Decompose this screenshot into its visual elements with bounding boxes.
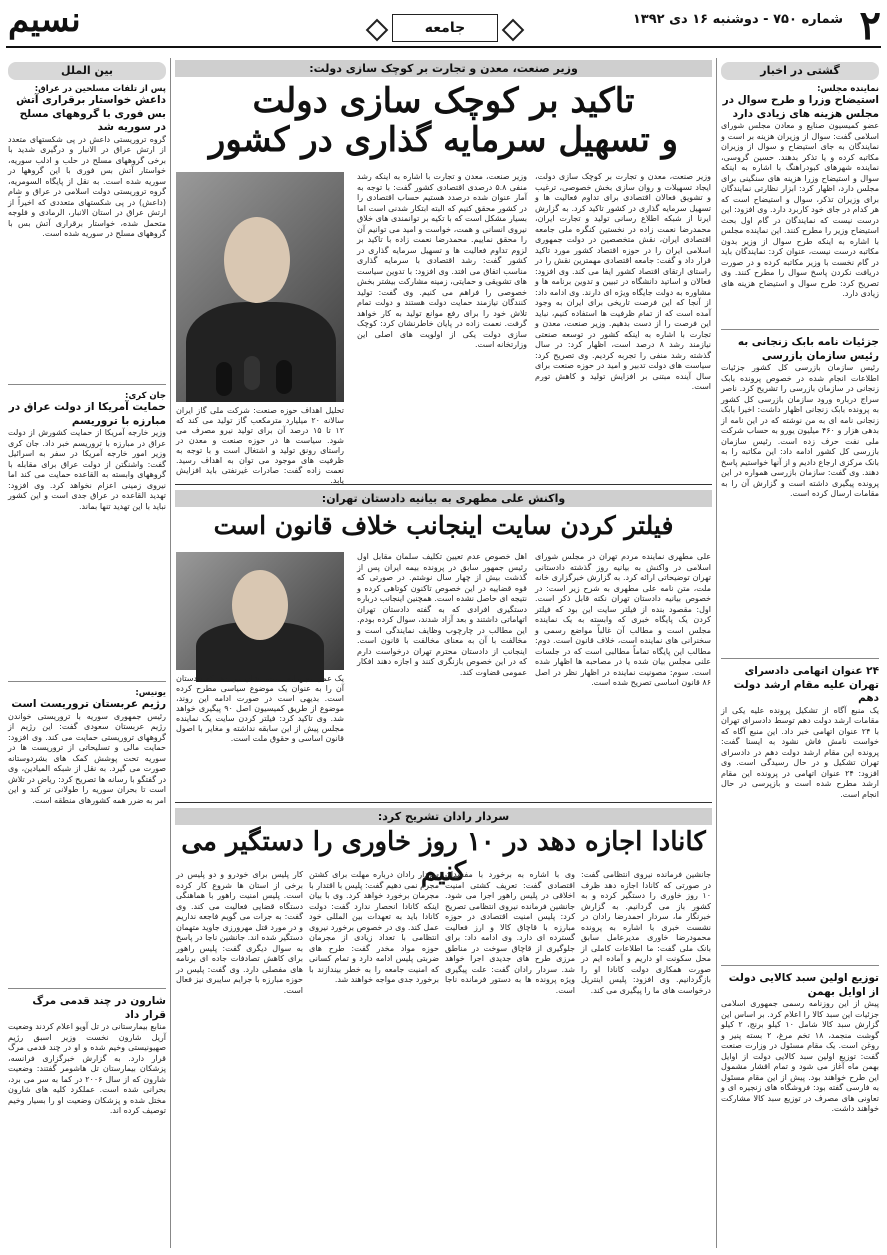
news-title: جزئیات نامه بابک زنجانی به رئیس سازمان بازرسی: [737, 336, 879, 362]
news-item: [721, 665, 879, 965]
second-story-column: علی مطهری نماینده مردم تهران در مجلس شورای اسلامی در واکنش به بیانیه روز گذشته دادستانی تهران توضیحاتی ارائه کرد. به گزارش خبرگزاری خانه ملت، متن نامه علی مطهری به شرح زیر است: در خصوص بیانیه دادستان تهران نکته قابل ذکر است. اول: مقصود بنده از فیلتر سایت این بود که فیلتر کردن یک پایگاه خبری که وابسته به یک نماینده مجلس است و مطالب آن غالباً مواضع رسمی و سخنرانی های نماینده است، خلاف قانون است. دوم: مطالب این پایگاه تماماً مطالبی است که در جلسات علنی مجلس بیان شده یا در مصاحبه ها اظهار شده است. سوم: مصونیت نماینده در اظهار نظر در اصل ۸۶ قانون اساسی تصریح شده است.: [535, 552, 711, 687]
second-story-title: فیلتر کردن سایت اینجانب خلاف قانون است: [213, 511, 674, 540]
news-body: منابع بیمارستانی در تل آویو اعلام کردند وضعیت آریل شارون نخست وزیر اسبق رژیم صهیونیستی وخیم شده و او در چند قدمی مرگ قرار دارد. به گزارش خبرگزاری فرانسه، پزشکان بیمارستان تل هاشومر گفتند: وضعیت شارون که از سال ۲۰۰۶ در کما به سر می برد، بحرانی شده است. عملکرد کلیه های شارون مختل شده و پزشکان وضعیت او را بسیار وخیم توصیف کرده اند.: [8, 1022, 166, 1116]
news-body: یک منبع آگاه از تشکیل پرونده علیه یکی از مقامات ارشد دولت دهم توسط دادسرای تهران با ۲۴ عنوان اتهامی خبر داد. این منبع آگاه که خواست نامش فاش نشود به ایسنا گفت: پرونده این مقام ارشد دولت دهم در دادسرای تهران تشکیل و در حال رسیدگی است. وی افزود: ۲۴ عنوان اتهامی در پرونده این مقام ارشد مطرح شده است و بازپرسی در حال انجام است.: [721, 705, 880, 799]
main-story-column: وزیر صنعت، معدن و تجارت بر کوچک سازی دولت، ایجاد تسهیلات و روان سازی بخش خصوصی، ترغیب و تشویق فعالان اقتصادی برای تداوم فعالیت ها و تسهیل سرمایه گذاری در کشور تاکید کرد. به گزارش ایرنا از شبکه اطلاع رسانی تولید و تجارت ایران، محمدرضا نعمت زاده در نخستین کنگره ملی جامعه اقتصادی ایران، نقش متخصصین در دولت جمهوری اسلامی ایران را در حوزه اقتصاد کشور مورد تاکید قرار داد و گفت: جامعه اقتصادی مهمترین نقش را در راستای ارتقای اقتصاد کشور ایفا می کند. وی افزود: فعالان و اساتید دانشگاه در تبیین و تدوین برنامه ها و مشاوره به دولت جایگاه ویژه ای دارند. وی ادامه داد: از آنجا که این فرصت تاریخی برای ایران به وجود آمده است که از تمام ظرفیت ها استفاده کنیم، نباید این فرصت را از دست بدهیم. وزیر صنعت، معدن و تجارت با اشاره به اینکه کشور در توسعه صنعتی نیازمند رشد ۸ درصد است، اظهار کرد: در سال گذشته رشد منفی را تجربه کردیم. وی تصریح کرد: سیاست های دولت تدبیر و امید در حوزه صنعت برای سال آینده مبتنی بر افزایش تولید و کاهش تورم است.: [535, 172, 711, 391]
column-rule: [716, 58, 717, 1248]
divider: [721, 965, 879, 966]
right-column-heading: گشتی در اخبار: [721, 62, 879, 80]
news-body: عضو کمیسیون صنایع و معادن مجلس شورای اسلامی گفت: سوال از وزیران هزینه بر است و نمایندگان به جای استیضاح و سوال از وزیران مکاتبه کرده و یا تذکر بدهند. حسین گروسی، نماینده شهرهای کبودراهنگ با اشاره به اینکه سوال و استیضاح وزرا هزینه های سنگینی برای مجلس دارد، اظهار کرد: ابزار نظارتی نمایندگان برای وزیران تذکر، سوال و استیضاح است که هر کدام در جای خود کاربرد دارد. وی افزود: این درست نیست که نمایندگان در گام اول بحث استیضاح وزیر را مطرح کنند. این نماینده مجلس با اشاره به اینکه طرح سوال از وزیر بدون مکاتبه درست نیست، عنوان کرد: نمایندگان باید در گام نخست با وزیر مکاتبه کرده و در صورت دریافت نکردن پاسخ سوال را مطرح کنند. وی تصریح کرد: طرح سوال و استیضاح هزینه های زیادی دارد.: [721, 121, 879, 299]
news-source: پس از تلفات مسلحین در عراق:: [34, 84, 166, 94]
main-story-column: وزیر صنعت، معدن و تجارت با اشاره به اینکه رشد منفی ۵.۸ درصدی اقتصادی کشور گفت: با توجه به آمار عنوان شده درصدد هستیم حساب اقتصادی را در کشور محقق کنیم که البته ابتکار شدنی است اما بسیار مشکل است که با تکیه بر توانمندی های خلاق نیروی انسانی و همت، خواست و امید می توانیم آن را محقق نماییم. محمدرضا نعمت زاده با تاکید بر لزوم تداوم فعالیت ها و تسهیل سرمایه گذاری در کشور گفت: رشد اقتصادی با سرمایه گذاری مناسب اتفاق می افتد. وی افزود: با تدوین سیاست های تشویقی و حمایتی، زمینه مشارکت بیشتر بخش خصوصی را فراهم می کنیم. وی گفت: تولید کنندگان نیازمند حمایت دولت هستند و دولت تمام تلاش خود را برای رفع موانع تولید به کار خواهد گرفت. نعمت زاده در پایان خاطرنشان کرد: کوچک سازی دولت یکی از اولویت های اصلی این وزارتخانه است.: [357, 172, 527, 349]
news-title: رژیم عربستان تروریست است: [11, 698, 166, 710]
title-line: تاکید بر کوچک سازی دولت: [252, 81, 635, 121]
divider: [175, 484, 712, 485]
newspaper-logo: نسیم: [8, 0, 81, 40]
column-rule: [170, 58, 171, 1248]
news-title: داعش خواستار برقراری آتش بس فوری با گروههای مسلح در سوریه شد: [16, 94, 166, 134]
news-body: گروه تروریستی داعش در پی شکستهای متعدد از ارتش عراق در الانبار و درگیری شدید با برخی گروههای مسلح در حلب و ادلب سوریه، خواستار آتش بس فوری با این گروهها در سوریه شده است. به نقل از پایگاه السومریه، گروه تروریستی دولت اسلامی در عراق و شام (داعش) در پی شکستهای متعددی که اخیراً از ارتش عراق در استان الانبار، الرمادی و فلوجه متحمل شده، خواستار برقراری آتش بس با گروههای مسلح در سوریه شده است.: [8, 134, 166, 239]
news-item: [8, 391, 166, 681]
right-column: [721, 84, 879, 1246]
photo-caption: یک عمل مجرمانه است، نشان می دهد که دادستان آن را به عنوان یک موضوع سیاسی مطرح کرده است. بدیهی است در صورت ادامه این روند، موضوع از طریق کمیسیون اصل ۹۰ پیگیری خواهد شد. وی تاکید کرد: فیلتر کردن سایت یک نماینده مجلس پیش از این سابقه نداشته و مغایر با اصول قانون اساسی و حقوق ملت است.: [176, 674, 344, 743]
third-story-column: کار پلیس برای خودرو و دو پلیس در برخی از استان ها شروع کار کرده است. پلیس امنیت راهور با هماهنگی دستگاه قضایی فعالیت می کند. وی گفت: به جرات می گویم فاجعه نداریم و در مورد قتل مهرورزی جاوید متهمان دستگیر شده اند. جانشین ناجا در پاسخ به سوال دیگری گفت: پلیس راهور برای کاهش تصادفات جاده ای برنامه های مفصلی دارد. وی گفت: پلیس در حوزه مبارزه با جرایم سایبری نیز فعال است.: [176, 870, 303, 995]
news-item: [721, 84, 879, 329]
news-body: پیش از این روزنامه رسمی جمهوری اسلامی جزئیات این سبد کالا را اعلام کرد. بر اساس این گزارش سبد کالا شامل ۱۰ کیلو برنج، ۲ کیلو گوشت منجمد، ۱۸ تخم مرغ، ۲ بسته پنیر و روغن است. یک مقام مسئول در وزارت صنعت گفت: توزیع اولین سبد کالایی دولت از اوایل بهمن ماه آغاز می شود و تمام اقشار مشمول این طرح خواهند بود. پیش از این مقام مسئول به فارسی گفته بود: فروشگاه های زنجیره ای و تعاونی های مصرف در توزیع سبد کالا مشارکت خواهند داشت.: [721, 999, 880, 1114]
second-story-column: اهل خصوص عدم تعیین تکلیف سلمان مقابل اول رئیس جمهور سابق در پرونده بیمه ایران پس از گذشت بیش از چهار سال نوشتم. در صورتی که قوه قضاییه در این خصوص تاکنون کوتاهی کرده و نتیجه ای حاصل نشده است. همچنین اینجانب درباره دستگیری افرادی که به گفته دادستان تهران اتهاماتی داشتند و بعد آزاد شدند، سوال کرده بودم. این مطالب در چارچوب وظایف نمایندگی است و مخالفت با آن به معنای مخالفت با قانون است. اینجانب از دادستان محترم تهران درخواست دارم که در این خصوص بازنگری کنند و اجازه دهند افکار عمومی قضاوت کند.: [357, 552, 527, 677]
news-source: یونیس:: [135, 688, 166, 698]
news-item: [8, 688, 166, 988]
third-story-column: سردار رادان درباره مهلت برای کشتن مجرم نمی دهیم گفت: پلیس با اقتدار با مجرمان برخورد خواهد کرد. وی با بیان اینکه کانادا انحصار ندارد گفت: دولت کانادا باید به تعهدات بین المللی خود عمل کند. وی در خصوص برخورد نیروی انتظامی با تعداد زیادی از مجرمان حوزه مواد مخدر گفت: طرح های ضربتی پلیس ادامه دارد و تمام کسانی که امنیت جامعه را به خطر بیندازند با برخورد جدی مواجه خواهند شد.: [309, 870, 439, 984]
news-title: ۲۴ عنوان اتهامی دادسرای تهران علیه مقام ارشد دولت دهم: [733, 665, 879, 705]
third-story-kicker: سردار رادان تشریح کرد:: [175, 808, 712, 825]
divider: [8, 988, 166, 989]
main-story-title: [175, 82, 712, 160]
left-column-heading: بین الملل: [8, 62, 166, 80]
politician-photo: [176, 552, 344, 670]
divider: [8, 681, 166, 682]
second-story-kicker: واکنش علی مطهری به بیانیه دادستان تهران:: [175, 490, 712, 507]
news-body: رئیس جمهوری سوریه با تروریستی خواندن رژیم عربستان سعودی گفت: این رژیم از گروههای تروریستی حمایت می کند. وی افزود: حمایت مالی و تسلیحاتی از تروریست ها در سوریه تحت پوشش کمک های بشردوستانه صورت می گیرد. به نقل از شبکه المیادین، وی در گفتگو با رسانه ها تصریح کرد: ریاض در تلاش است تا بحران سوریه را طولانی تر کند و این امر به ضرر همه کشورهای منطقه است.: [8, 711, 166, 805]
news-body: رئیس سازمان بازرسی کل کشور جزئیات اطلاعات انجام شده در خصوص پرونده بابک زنجانی در سازمان بازرسی را تشریح کرد. ناصر سراج درباره ورود سازمان بازرسی کل کشور به پرونده بابک زنجانی اظهار داشت: اخیرا بابک زنجانی نامه ای به من نوشته که در این نامه از بدهی هزار و ۴۶۰ میلیون یورو به حساب شرکت ملی نفت حرف زده است. رئیس سازمان بازرسی کل کشور ادامه داد: این مکاتبه را به بانک مرکزی ارجاع دادیم و از آنها خواستیم پاسخ دهند. وی گفت: سازمان بازرسی همواره در این پرونده پیگیری داشته است و گزارش آن را به مقامات ارسال کرده است.: [721, 363, 879, 499]
news-item: [721, 336, 879, 658]
news-title: شارون در چند قدمی مرگ قرار داد: [32, 995, 166, 1021]
photo-caption: تحلیل اهداف حوزه صنعت: شرکت ملی گاز ایران سالانه ۲۰ میلیارد مترمکعب گاز تولید می کند که ۱۲ تا ۱۵ درصد آن برای تولید نیرو مصرف می شود. سیاست ها در حوزه صنعت و معدن در راستای رونق تولید و اشتغال است و با توجه به ظرفیت های موجود می توان به اهداف رسید. نعمت زاده گفت: صادرات غیرنفتی باید افزایش یابد.: [176, 406, 345, 485]
title-line: و تسهیل سرمایه گذاری در کشور: [208, 120, 679, 161]
news-title: توزیع اولین سبد کالایی دولت از اوایل بهمن: [728, 972, 879, 998]
divider: [175, 802, 712, 803]
divider: [721, 329, 879, 330]
page-number: ۲: [859, 2, 881, 49]
issue-line: شماره ۷۵۰ - دوشنبه ۱۶ دی ۱۳۹۲: [632, 12, 843, 27]
divider: [721, 658, 879, 659]
third-story-title: کانادا اجازه دهد در ۱۰ روز خاوری را دستگیر می کنیم: [181, 827, 706, 887]
news-title: حمایت آمریکا از دولت عراق در مبارزه با تروریسم: [8, 401, 166, 427]
main-story-kicker: وزیر صنعت، معدن و تجارت بر کوچک سازی دولت:: [175, 60, 712, 77]
divider: [8, 384, 166, 385]
news-body: وزیر خارجه آمریکا از حمایت کشورش از دولت عراق در مبارزه با تروریسم خبر داد. جان کری وزیر امور خارجه آمریکا در سفر به اسرائیل گفت: واشنگتن از دولت عراق برای مقابله با گروههای وابسته به القاعده حمایت می کند اما نیروی زمینی اعزام نخواهد کرد. وی افزود: تهدید القاعده در عراق جدی است و این کشور نباید با این تهدید تنها بماند.: [8, 428, 166, 511]
minister-photo: [176, 172, 344, 402]
third-story-column: جانشین فرمانده نیروی انتظامی گفت: در صورتی که کانادا اجازه دهد ظرف ۱۰ روز خاوری را دستگیر کرده و به کشور باز می گردانیم. به گزارش خبرنگار ما، سردار احمدرضا رادان در نشست خبری با اشاره به پرونده محمودرضا خاوری مدیرعامل سابق بانک ملی گفت: ما اطلاعات کاملی از محل سکونت او داریم و آماده ایم در صورت همکاری دولت کانادا او را بازگردانیم. وی افزود: پلیس اینترپل درخواست های ما را پیگیری می کند.: [581, 870, 711, 995]
news-source: نماینده مجلس:: [817, 84, 879, 94]
news-item: [721, 972, 879, 1242]
news-item: [8, 995, 166, 1245]
header-rule: [6, 46, 881, 48]
section-label: جامعه: [392, 14, 498, 42]
news-title: استیضاح وزرا و طرح سوال در مجلس هزینه های زیادی دارد: [722, 94, 879, 120]
left-column: [8, 84, 166, 1246]
news-item: [8, 84, 166, 384]
news-source: جان کری:: [125, 391, 166, 401]
third-story-column: وی با اشاره به برخورد با مفسدان اقتصادی گفت: تعریف کشتی امنیت اخلاقی در پلیس راهور اجرا می شود. جانشین فرمانده نیروی انتظامی تصریح کرد: پلیس امنیت اقتصادی در حوزه مبارزه با قاچاق کالا و ارز فعالیت گسترده ای دارد. وی ادامه داد: برای جلوگیری از قاچاق سوخت در مناطق مرزی طرح های جدیدی اجرا خواهد شد. سردار رادان گفت: علت پیگیری ویژه پرونده ها به دستور فرمانده ناجا است.: [445, 870, 575, 995]
